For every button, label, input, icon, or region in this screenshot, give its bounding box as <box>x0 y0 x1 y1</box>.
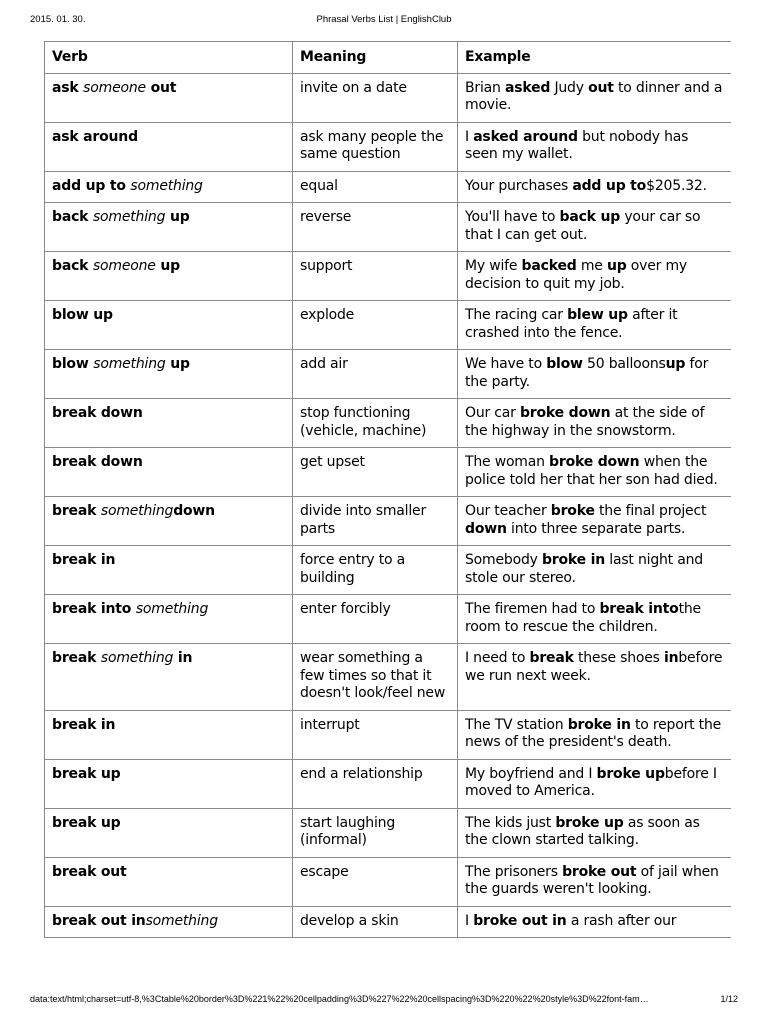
verb-cell <box>45 350 293 399</box>
plain-text: these shoes <box>573 650 664 666</box>
table-row <box>45 252 732 301</box>
bold-text: add up to <box>52 177 131 194</box>
italic-text: something <box>100 650 174 666</box>
column-header-example: Example <box>458 42 732 74</box>
meaning-cell: develop a skin <box>293 906 458 938</box>
meaning-cell: add air <box>293 350 458 399</box>
example-cell <box>458 710 732 759</box>
meaning-cell: enter forcibly <box>293 595 458 644</box>
bold-text: up <box>665 356 686 372</box>
bold-text: blow <box>546 356 583 372</box>
table-row <box>45 301 732 350</box>
table-row <box>45 399 732 448</box>
plain-text: I <box>465 128 474 145</box>
italic-text: something <box>93 356 166 372</box>
table-row <box>45 122 732 171</box>
verb-cell <box>45 546 293 595</box>
plain-text: at the side of the highway in the snowstorm. <box>465 405 705 439</box>
italic-text: something <box>135 601 209 617</box>
bold-text: down <box>465 520 507 537</box>
bold-text: add up to <box>572 177 647 194</box>
plain-text: me <box>576 258 607 274</box>
meaning-cell: interrupt <box>293 710 458 759</box>
table-row <box>45 350 732 399</box>
verb-cell <box>45 399 293 448</box>
plain-text: the room to rescue the children. <box>465 601 701 635</box>
meaning-cell: escape <box>293 857 458 906</box>
plain-text: 50 balloons <box>582 356 666 372</box>
plain-text: when the police told her that her son had died. <box>465 454 718 488</box>
example-cell <box>458 203 732 252</box>
verb-cell <box>45 595 293 644</box>
bold-text: back <box>52 209 93 225</box>
bold-text: up <box>155 258 180 274</box>
print-header <box>30 14 738 30</box>
bold-text: up <box>165 209 190 225</box>
table-row <box>45 595 732 644</box>
plain-text: Our teacher <box>465 503 551 519</box>
plain-text: after it crashed into the fence. <box>465 307 678 341</box>
example-cell <box>458 171 732 203</box>
bold-text: in <box>664 650 679 666</box>
bold-text: break into <box>599 601 679 617</box>
italic-text: someone <box>83 79 146 96</box>
bold-text: up <box>606 258 627 274</box>
meaning-cell: end a relationship <box>293 759 458 808</box>
plain-text: The TV station <box>465 716 568 733</box>
bold-text: broke down <box>519 405 611 421</box>
verb-cell <box>45 497 293 546</box>
table-row <box>45 497 732 546</box>
bold-text: break up <box>52 765 121 782</box>
example-cell <box>458 448 732 497</box>
example-cell <box>458 399 732 448</box>
verb-cell <box>45 301 293 350</box>
meaning-cell: support <box>293 252 458 301</box>
plain-text: of jail when the guards weren't looking. <box>465 863 719 897</box>
plain-text: My wife <box>465 258 522 274</box>
plain-text: My boyfriend and I <box>465 765 597 782</box>
plain-text: last night and stole our stereo. <box>465 552 703 586</box>
example-cell <box>458 808 732 857</box>
plain-text: to report the news of the president's death. <box>465 716 722 750</box>
bold-text: break into <box>52 601 136 617</box>
bold-text: broke in <box>541 552 605 568</box>
table-row <box>45 448 732 497</box>
bold-text: backed <box>521 258 577 274</box>
bold-text: break out in <box>52 912 146 929</box>
verb-cell <box>45 122 293 171</box>
meaning-cell: stop functioning (vehicle, machine) <box>293 399 458 448</box>
table-row <box>45 857 732 906</box>
bold-text: out <box>588 79 614 96</box>
bold-text: break in <box>52 716 116 733</box>
example-cell <box>458 122 732 171</box>
meaning-cell: reverse <box>293 203 458 252</box>
italic-text: someone <box>92 258 156 274</box>
verb-cell <box>45 857 293 906</box>
example-cell <box>458 906 732 938</box>
bold-text: in <box>173 650 193 666</box>
plain-text: I <box>465 912 474 929</box>
bold-text: up <box>165 356 190 372</box>
meaning-cell: get upset <box>293 448 458 497</box>
italic-text: something <box>92 209 166 225</box>
print-footer <box>30 994 738 1010</box>
example-cell <box>458 546 732 595</box>
verb-cell <box>45 448 293 497</box>
table-row <box>45 203 732 252</box>
bold-text: broke out <box>562 863 637 880</box>
example-cell <box>458 857 732 906</box>
bold-text: ask around <box>52 128 138 145</box>
plain-text: Somebody <box>465 552 542 568</box>
plain-text: before we run next week. <box>465 650 723 684</box>
bold-text: break <box>529 650 574 666</box>
bold-text: broke out in <box>473 912 567 929</box>
verb-cell <box>45 171 293 203</box>
bold-text: blow <box>52 356 94 372</box>
bold-text: back up <box>559 209 621 225</box>
example-cell <box>458 497 732 546</box>
bold-text: break down <box>52 405 143 421</box>
table-row <box>45 644 732 711</box>
meaning-cell: invite on a date <box>293 73 458 122</box>
example-cell <box>458 301 732 350</box>
plain-text: Brian <box>465 79 505 96</box>
table-row <box>45 710 732 759</box>
plain-text: Your purchases <box>465 177 573 194</box>
verb-cell <box>45 73 293 122</box>
column-header-meaning: Meaning <box>293 42 458 74</box>
print-date: 2015. 01. 30. <box>30 14 86 25</box>
verb-cell <box>45 252 293 301</box>
bold-text: asked around <box>473 128 578 145</box>
bold-text: broke up <box>596 765 665 782</box>
bold-text: back <box>52 258 93 274</box>
bold-text: out <box>145 79 177 96</box>
verb-cell <box>45 808 293 857</box>
bold-text: break down <box>52 454 143 470</box>
bold-text: broke <box>550 503 595 519</box>
meaning-cell: wear something a few times so that it doesn't look/feel new <box>293 644 458 711</box>
bold-text: blow up <box>52 307 113 323</box>
plain-text: The prisoners <box>465 863 563 880</box>
source-url: data:text/html;charset=utf-8,%3Ctable%20border%3D%221%22%20cellpadding%3D%227%22%20cellspacing%3D%220%22%20style%3D%22font-fam… <box>30 994 649 1004</box>
plain-text: I need to <box>465 650 530 666</box>
bold-text: break out <box>52 863 127 880</box>
bold-text: broke down <box>549 454 640 470</box>
column-header-verb: Verb <box>45 42 293 74</box>
plain-text: The kids just <box>465 814 556 831</box>
table-row <box>45 759 732 808</box>
meaning-cell: equal <box>293 171 458 203</box>
bold-text: break up <box>52 814 121 831</box>
verb-cell <box>45 906 293 938</box>
example-cell <box>458 644 732 711</box>
table-row <box>45 171 732 203</box>
table-row <box>45 808 732 857</box>
plain-text: as soon as the clown started talking. <box>465 814 700 848</box>
table-row <box>45 546 732 595</box>
italic-text: something <box>130 177 203 194</box>
verb-cell <box>45 203 293 252</box>
example-cell <box>458 350 732 399</box>
plain-text: We have to <box>465 356 547 372</box>
bold-text: ask <box>52 79 84 96</box>
plain-text: The firemen had to <box>465 601 600 617</box>
example-cell <box>458 759 732 808</box>
verb-cell <box>45 644 293 711</box>
meaning-cell: start laughing (informal) <box>293 808 458 857</box>
bold-text: down <box>173 503 215 519</box>
plain-text: over my decision to quit my job. <box>465 258 687 292</box>
bold-text: break in <box>52 552 116 568</box>
bold-text: break <box>52 650 101 666</box>
phrasal-verbs-table-container <box>44 41 731 987</box>
page-number: 1/12 <box>720 994 738 1004</box>
example-cell <box>458 73 732 122</box>
plain-text: Our car <box>465 405 520 421</box>
bold-text: asked <box>504 79 551 96</box>
italic-text: something <box>145 912 218 929</box>
plain-text: the final project <box>594 503 707 519</box>
example-cell <box>458 595 732 644</box>
plain-text: The woman <box>465 454 550 470</box>
plain-text: into three separate parts. <box>506 520 686 537</box>
bold-text: blew up <box>567 307 628 323</box>
bold-text: break <box>52 503 101 519</box>
plain-text: before I moved to America. <box>465 765 717 799</box>
meaning-cell: divide into smaller parts <box>293 497 458 546</box>
plain-text: your car so that I can get out. <box>465 209 701 243</box>
meaning-cell: ask many people the same question <box>293 122 458 171</box>
bold-text: broke up <box>555 814 624 831</box>
verb-cell <box>45 759 293 808</box>
meaning-cell: force entry to a building <box>293 546 458 595</box>
plain-text: but nobody has seen my wallet. <box>465 128 689 162</box>
meaning-cell: explode <box>293 301 458 350</box>
phrasal-verbs-table <box>44 41 731 938</box>
plain-text: The racing car <box>465 307 568 323</box>
bold-text: broke in <box>567 716 631 733</box>
page-title: Phrasal Verbs List | EnglishClub <box>316 14 452 25</box>
table-header-row <box>45 42 732 74</box>
table-row <box>45 73 732 122</box>
plain-text: for the party. <box>465 356 709 390</box>
example-cell <box>458 252 732 301</box>
italic-text: something <box>100 503 174 519</box>
plain-text: a rash after our <box>566 912 677 929</box>
plain-text: to dinner and a movie. <box>465 79 723 113</box>
plain-text: Judy <box>550 79 589 96</box>
plain-text: You'll have to <box>465 209 560 225</box>
plain-text: $205.32. <box>646 177 707 194</box>
table-row <box>45 906 732 938</box>
verb-cell <box>45 710 293 759</box>
table-body <box>45 73 732 938</box>
